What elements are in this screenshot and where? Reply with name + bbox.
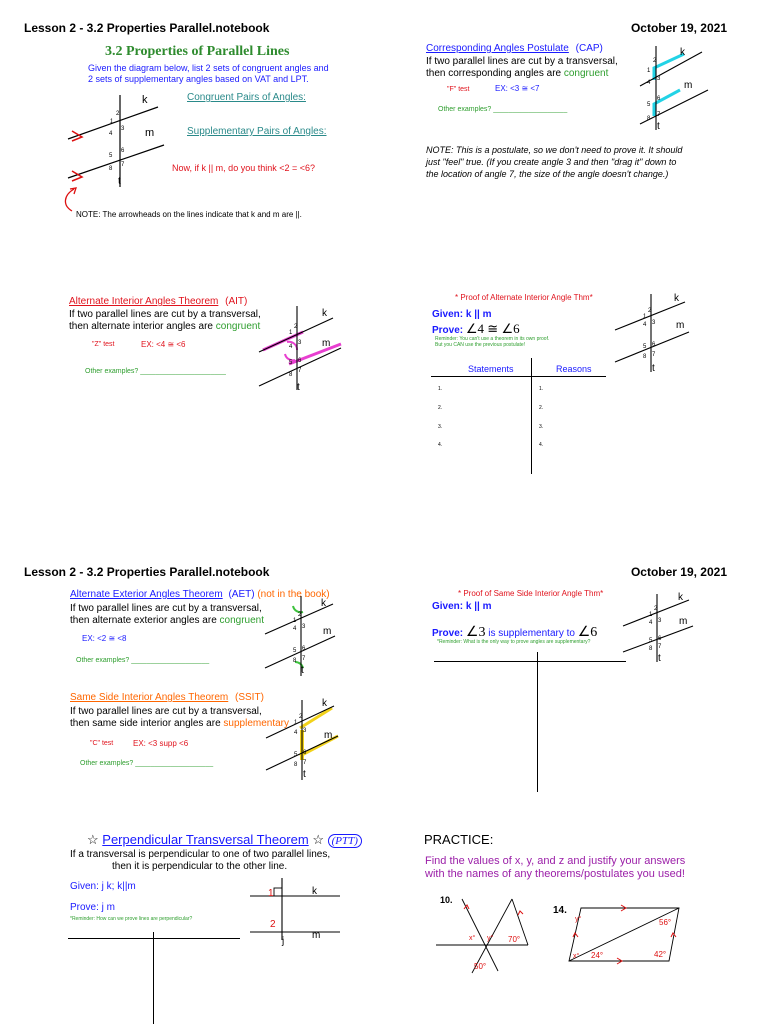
svg-text:j: j	[282, 936, 285, 947]
ptt-angle-2: 2	[270, 919, 276, 930]
ssit-abbr: (SSIT)	[235, 692, 264, 703]
ssit-line-1: If two parallel lines are cut by a transversal,	[70, 706, 262, 717]
svg-text:2: 2	[116, 111, 120, 117]
aet-example: EX: <2 ≅ <8	[82, 634, 127, 643]
problem-10-number: 10.	[440, 895, 453, 905]
intro-line-2: 2 sets of supplementary angles based on VAT and LPT.	[88, 74, 309, 84]
cap-example: EX: <3 ≅ <7	[495, 84, 540, 93]
page2-header-left: Lesson 2 - 3.2 Properties Parallel.notebook	[24, 565, 270, 579]
svg-text:5: 5	[647, 102, 651, 108]
svg-text:1: 1	[293, 618, 297, 624]
svg-text:k: k	[312, 886, 317, 897]
svg-text:8: 8	[643, 354, 647, 360]
svg-text:m: m	[324, 730, 333, 741]
svg-text:8: 8	[293, 658, 297, 664]
ptt-line-2: then it is perpendicular to the other line.	[112, 861, 288, 872]
ssit-reminder: *Reminder: What is the only way to prove angles are supplementary?	[437, 639, 591, 645]
cap-heading	[426, 43, 603, 54]
cap-line-2-text: then corresponding angles are	[426, 68, 564, 79]
practice-line-2: with the names of any theorems/postulates you used!	[425, 868, 685, 880]
svg-text:7: 7	[303, 760, 307, 766]
parallel-lines-diagram	[64, 95, 174, 190]
ssit-prove-mid: is supplementary to	[485, 628, 578, 639]
svg-text:8: 8	[649, 646, 653, 652]
ait-other-examples: Other examples? ______________________	[85, 368, 226, 375]
svg-text:t: t	[652, 363, 655, 374]
cap-note-line-3: the location of angle 7, the size of the angle doesn't change.)	[426, 169, 669, 179]
ait-reminder-2: But you CAN use the previous postulate!	[435, 342, 526, 348]
svg-text:m: m	[684, 80, 693, 91]
ssit-prove-label: Prove:	[432, 628, 466, 639]
svg-text:1: 1	[289, 330, 293, 336]
svg-text:m: m	[676, 320, 685, 331]
ssit-proof-given: Given: k || m	[432, 601, 492, 612]
page1-header-left: Lesson 2 - 3.2 Properties Parallel.notebook	[24, 21, 270, 35]
svg-text:1: 1	[643, 314, 647, 320]
ssit-other-examples: Other examples? ____________________	[80, 760, 214, 767]
ait-reason-4: 4.	[539, 442, 544, 448]
svg-text:t: t	[658, 653, 661, 664]
svg-text:4: 4	[109, 131, 113, 137]
star-icon-2: ☆	[312, 832, 324, 847]
ptt-heading	[87, 832, 362, 848]
svg-text:7: 7	[658, 644, 662, 650]
line-m-label: m	[145, 127, 155, 139]
cap-abbr: (CAP)	[575, 43, 603, 54]
aet-diagram	[265, 596, 345, 676]
svg-text:4: 4	[294, 730, 298, 736]
cap-congruent-word: congruent	[563, 68, 609, 79]
ssit-diagram	[266, 700, 346, 780]
ptt-given: Given: j k; k||m	[70, 881, 136, 892]
ait-heading	[69, 296, 247, 307]
svg-text:6: 6	[121, 148, 125, 154]
ait-title: Alternate Interior Angles Theorem	[69, 296, 219, 307]
ait-statements-header: Statements	[468, 364, 514, 374]
ait-example: EX: <4 ≅ <6	[141, 340, 186, 349]
ait-proof-prove	[432, 321, 520, 337]
svg-text:6: 6	[658, 636, 662, 642]
ptt-diagram	[250, 876, 350, 946]
congruent-pairs-label: Congruent Pairs of Angles:	[187, 92, 306, 103]
svg-text:2: 2	[653, 58, 657, 64]
svg-text:6: 6	[652, 342, 656, 348]
ssit-proof-hline	[434, 661, 626, 662]
practice-heading: PRACTICE:	[424, 832, 494, 847]
aet-line-2	[70, 615, 264, 626]
ait-stmt-1: 1.	[438, 386, 443, 392]
p10-x-label: x°	[469, 935, 476, 942]
ait-stmt-2: 2.	[438, 405, 443, 411]
ssit-example: EX: <3 supp <6	[133, 739, 189, 748]
svg-text:4: 4	[649, 620, 653, 626]
svg-text:7: 7	[657, 112, 661, 118]
p10-70-label: 70°	[508, 935, 521, 944]
ssit-title: Same Side Interior Angles Theorem	[70, 692, 229, 703]
svg-text:8: 8	[647, 116, 651, 122]
svg-text:2: 2	[299, 714, 303, 720]
problem-14-figure	[551, 903, 691, 965]
ait-diagram	[259, 306, 349, 396]
ssit-prove-angle3: ∠3	[465, 625, 486, 640]
cap-test: "F" test	[447, 86, 470, 93]
ptt-angle-1: 1	[268, 888, 274, 899]
ptt-line-1: If a transversal is perpendicular to one of two parallel lines,	[70, 849, 331, 860]
cap-note-line-1: NOTE: This is a postulate, so we don't need to prove it. It should	[426, 145, 683, 155]
problem-14-number: 14.	[553, 905, 567, 916]
ait-stmt-3: 3.	[438, 424, 443, 430]
p14-y-label: y°	[575, 916, 582, 923]
svg-text:5: 5	[109, 153, 113, 159]
ssit-proof-title: * Proof of Same Side Interior Angle Thm*	[458, 589, 604, 598]
aet-note: (not in the book)	[257, 589, 330, 600]
p14-x-label: x°	[573, 953, 580, 960]
cap-line-2	[426, 68, 608, 79]
p14-56-label: 56°	[659, 918, 672, 927]
svg-text:3: 3	[298, 340, 302, 346]
svg-text:2: 2	[298, 612, 302, 618]
svg-text:3: 3	[303, 728, 307, 734]
svg-text:8: 8	[294, 762, 298, 768]
aet-line-2-text: then alternate exterior angles are	[70, 615, 220, 626]
ait-proof-title: * Proof of Alternate Interior Angle Thm*	[455, 293, 593, 302]
cap-line-1: If two parallel lines are cut by a transversal,	[426, 56, 618, 67]
ait-reason-3: 3.	[539, 424, 544, 430]
svg-text:5: 5	[643, 344, 647, 350]
aet-abbr: (AET)	[228, 589, 255, 600]
svg-text:1: 1	[649, 612, 653, 618]
p10-50-label: 50°	[474, 962, 487, 971]
ptt-proof-hline	[68, 938, 240, 939]
svg-text:1: 1	[647, 68, 651, 74]
svg-text:3: 3	[658, 618, 662, 624]
svg-text:k: k	[674, 293, 679, 304]
ssit-line-2	[70, 718, 289, 729]
ait-line-2-text: then alternate interior angles are	[69, 321, 216, 332]
svg-text:8: 8	[109, 166, 113, 172]
svg-text:3: 3	[652, 320, 656, 326]
ait-line-1: If two parallel lines are cut by a transversal,	[69, 309, 261, 320]
p14-42-label: 42°	[654, 950, 667, 959]
svg-text:3: 3	[657, 76, 661, 82]
ssit-heading	[70, 692, 264, 703]
ptt-reminder: *Reminder: How can we prove lines are perpendicular?	[70, 916, 193, 922]
p14-24-label: 24°	[591, 951, 604, 960]
ptt-prove: Prove: j m	[70, 902, 116, 913]
svg-text:1: 1	[110, 119, 114, 125]
ssit-proof-diagram	[623, 594, 703, 664]
svg-text:4: 4	[647, 80, 651, 86]
aet-title: Alternate Exterior Angles Theorem	[70, 589, 223, 600]
page2-header-right: October 19, 2021	[630, 565, 727, 579]
svg-text:5: 5	[649, 638, 653, 644]
svg-text:6: 6	[298, 358, 302, 364]
svg-text:7: 7	[298, 368, 302, 374]
svg-text:7: 7	[652, 352, 656, 358]
transversal-t-label: t	[118, 176, 121, 187]
ptt-proof-vline	[153, 932, 154, 1024]
aet-other-examples: Other examples? ____________________	[76, 657, 210, 664]
ait-congruent-word: congruent	[215, 321, 261, 332]
svg-text:t: t	[297, 382, 300, 393]
parallel-question: Now, if k || m, do you think <2 = <6?	[172, 163, 316, 173]
ait-proof-vline	[531, 358, 532, 474]
ptt-title: Perpendicular Transversal Theorem	[102, 832, 309, 847]
ait-stmt-4: 4.	[438, 442, 443, 448]
svg-text:2: 2	[294, 324, 298, 330]
cap-diagram	[640, 46, 710, 131]
ait-prove-label: Prove:	[432, 325, 466, 336]
ait-proof-diagram	[615, 294, 695, 374]
svg-text:7: 7	[121, 162, 125, 168]
ptt-abbr: (PTT)	[328, 834, 362, 848]
ait-reminder-1: Reminder: You can't use a theorem in its own proof.	[435, 336, 550, 342]
cap-title: Corresponding Angles Postulate	[426, 43, 569, 54]
svg-text:4: 4	[289, 344, 293, 350]
line-k-label: k	[142, 94, 148, 106]
ait-reasons-header: Reasons	[556, 364, 592, 374]
svg-text:t: t	[301, 665, 304, 676]
svg-text:5: 5	[293, 648, 297, 654]
svg-text:6: 6	[302, 646, 306, 652]
svg-text:6: 6	[303, 750, 307, 756]
svg-text:t: t	[657, 121, 660, 132]
svg-text:m: m	[679, 616, 688, 627]
practice-line-1: Find the values of x, y, and z and justify your answers	[425, 855, 686, 867]
svg-text:5: 5	[294, 752, 298, 758]
red-arrow-icon	[60, 185, 90, 215]
ait-reason-2: 2.	[539, 405, 544, 411]
svg-text:3: 3	[121, 126, 125, 132]
ssit-prove-angle6: ∠6	[577, 625, 598, 640]
svg-text:m: m	[312, 930, 321, 941]
ait-test: "Z" test	[92, 341, 115, 348]
ait-abbr: (AIT)	[225, 296, 248, 307]
ssit-test: "C" test	[90, 740, 114, 747]
svg-text:k: k	[680, 47, 685, 58]
ait-proof-given: Given: k || m	[432, 309, 492, 320]
svg-text:2: 2	[654, 606, 658, 612]
aet-line-1: If two parallel lines are cut by a transversal,	[70, 603, 262, 614]
star-icon: ☆	[87, 832, 99, 847]
page1-header-right: October 19, 2021	[630, 21, 727, 35]
ait-proof-hline	[431, 376, 606, 377]
svg-text:k: k	[322, 308, 327, 319]
svg-text:3: 3	[302, 624, 306, 630]
svg-text:5: 5	[289, 360, 293, 366]
arrowhead-note: NOTE: The arrowheads on the lines indicate that k and m are ||.	[76, 210, 302, 219]
svg-text:7: 7	[302, 656, 306, 662]
supplementary-pairs-label: Supplementary Pairs of Angles:	[187, 126, 327, 137]
svg-text:1: 1	[294, 720, 298, 726]
intro-line-1: Given the diagram below, list 2 sets of congruent angles and	[88, 63, 329, 73]
svg-text:k: k	[322, 698, 327, 709]
svg-text:2: 2	[648, 308, 652, 314]
ssit-proof-vline	[537, 652, 538, 792]
cap-note-line-2: just "feel" true. (If you create angle 3 and then "drag it" down to	[426, 157, 677, 167]
svg-text:t: t	[303, 769, 306, 780]
svg-text:8: 8	[289, 372, 293, 378]
svg-text:6: 6	[657, 96, 661, 102]
cap-other-examples: Other examples? ___________________	[438, 106, 568, 113]
ait-prove-expression: ∠4 ≅ ∠6	[465, 321, 520, 336]
problem-10-figure	[436, 893, 536, 975]
ssit-supplementary-word: supplementary	[223, 718, 290, 729]
ait-reason-1: 1.	[539, 386, 544, 392]
svg-text:k: k	[321, 598, 326, 609]
svg-text:4: 4	[643, 322, 647, 328]
aet-congruent-word: congruent	[219, 615, 265, 626]
svg-text:m: m	[322, 338, 331, 349]
svg-text:4: 4	[293, 626, 297, 632]
ait-line-2	[69, 321, 260, 332]
svg-text:m: m	[323, 626, 332, 637]
page-title: 3.2 Properties of Parallel Lines	[105, 44, 290, 59]
p10-y-label: y°	[487, 935, 494, 942]
ssit-line-2-text: then same side interior angles are	[70, 718, 224, 729]
svg-text:k: k	[678, 592, 683, 603]
